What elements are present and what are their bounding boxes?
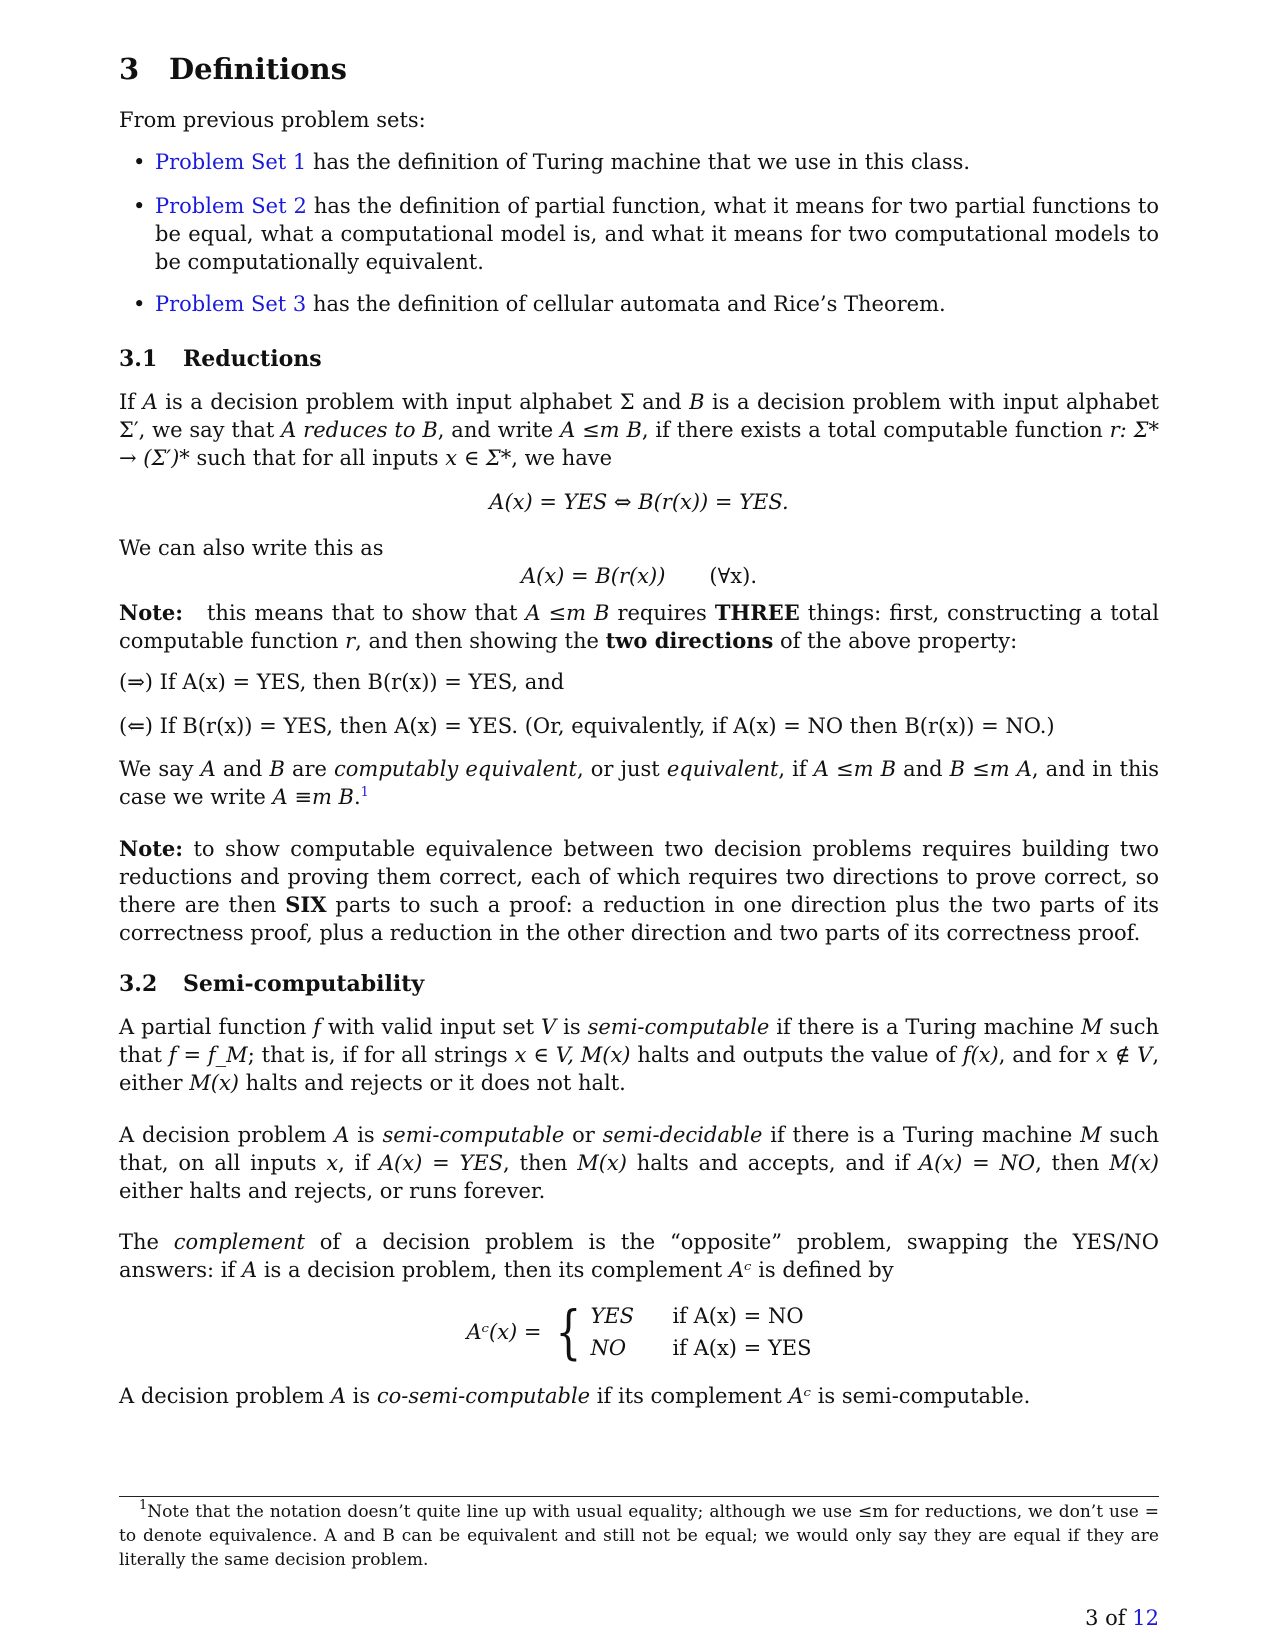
text-span: equivalent [666, 757, 779, 781]
text-span: A ≤m B [813, 757, 897, 781]
text-span: , if [338, 1151, 379, 1175]
text-span: (∀x). [709, 564, 757, 588]
subsection-title: Semi-computability [183, 971, 425, 997]
subsection-heading-semi-computability [119, 971, 424, 997]
co-semi-computable-definition [119, 1382, 1159, 1410]
list-item [133, 148, 1159, 176]
text-span: . [353, 785, 361, 809]
text-span: , and write [437, 418, 561, 442]
text-span: r [345, 629, 356, 653]
text-span: If A(x) = YES, then B(r(x)) = YES, and [159, 670, 565, 694]
text-span: x ∈ Σ* [445, 446, 512, 470]
text-span: if its complement [590, 1384, 789, 1408]
text-span: B ≤m A [949, 757, 1032, 781]
note-three-things [119, 599, 1159, 655]
text-span: (⇐) [119, 714, 153, 738]
text-span: A decision problem [119, 1123, 335, 1147]
text-span: x [326, 1151, 339, 1175]
text-span: and [215, 757, 270, 781]
text-span: if A(x) = NO [672, 1304, 804, 1328]
text-span: is [556, 1015, 588, 1039]
text-span: of a decision problem is the “opposite” problem, swapping the YES/NO answers: if [119, 1230, 1159, 1282]
subsection-number: 3.1 [119, 346, 158, 372]
text-span: SIX [285, 892, 327, 917]
text-span: x ∉ V [1096, 1043, 1153, 1067]
text-span: to show computable equivalence between two decision problems requires building two reductions and proving them correct, each of which requires two directions to prove correct, so there are then [119, 837, 1159, 917]
text-span: halts and rejects or it does not halt. [238, 1071, 626, 1095]
problem-set-1-link[interactable]: Problem Set 1 [155, 150, 307, 174]
text-span: If [119, 390, 143, 414]
text-span: , we have [511, 446, 613, 470]
text-span: halts and accepts, and if [626, 1151, 919, 1175]
section-number: 3 [119, 52, 140, 86]
text-span: We say [119, 757, 201, 781]
problem-set-2-link[interactable]: Problem Set 2 [155, 194, 307, 218]
text-span: The [119, 1230, 174, 1254]
text-span: M(x) [189, 1071, 239, 1095]
text-span: M [1080, 1015, 1103, 1039]
text-span: this means that to show that [206, 601, 526, 625]
text-span: , either [119, 1043, 1159, 1095]
footnote-1-link[interactable]: 1 [360, 785, 369, 800]
cases-lhs: Aᶜ(x) = [466, 1320, 542, 1344]
text-span: of the above property: [773, 629, 1018, 653]
text-span: A(x) = NO [918, 1151, 1036, 1175]
case-row [590, 1332, 811, 1364]
text-span: If B(r(x)) = YES, then A(x) = YES. (Or, equivalently, if A(x) = NO then B(r(x)) = NO.) [159, 714, 1055, 738]
text-span: or [564, 1123, 603, 1147]
text-span: A(x) = YES [378, 1151, 504, 1175]
equation-reduction: A(x) = YES ⇔ B(r(x)) = YES. [489, 490, 789, 514]
text-span: , then [1035, 1151, 1110, 1175]
text-span: Note: [119, 836, 184, 861]
text-span: are [284, 757, 335, 781]
text-span: A ≤m B [525, 601, 610, 625]
text-span: is a decision problem, then its complement [257, 1258, 729, 1282]
text-span: Aᶜ [728, 1258, 752, 1282]
text-span: A [142, 390, 158, 414]
page-number [1085, 1606, 1159, 1630]
case-row [590, 1300, 811, 1332]
text-span: complement [173, 1230, 305, 1254]
text-span: (⇒) [119, 670, 153, 694]
text-span: A [281, 418, 297, 442]
text-span: two directions [605, 628, 774, 653]
text-span: if A(x) = YES [672, 1336, 812, 1360]
text-span: semi-decidable [602, 1123, 763, 1147]
text-span: f [313, 1015, 322, 1039]
text-span: THREE [714, 600, 800, 625]
semi-computable-problem-definition [119, 1121, 1159, 1205]
list-item-text: has the definition of partial function, what it means for two partial functions to be equal, what a computational model is, and what it means for two computational models to be computationally equivalent. [155, 194, 1159, 274]
text-span: B [422, 418, 438, 442]
text-span: computably equivalent [334, 757, 577, 781]
note-six-parts [119, 835, 1159, 947]
complement-cases-equation [119, 1300, 1159, 1364]
text-span: such that [119, 1015, 1160, 1067]
text-span: , if [778, 757, 814, 781]
list-item [133, 290, 1159, 318]
subsection-heading-reductions [119, 346, 322, 372]
text-span: is [346, 1384, 377, 1408]
footnote-text: Note that the notation doesn’t quite line up with usual equality; although we use ≤m for reductions, we don’t use = to denote equivalence. A and B can be equivalent and still not be equal; we would only say they are equal if they are literally the same decision problem. [119, 1502, 1159, 1570]
problem-set-3-link[interactable]: Problem Set 3 [155, 292, 307, 316]
text-span: A decision problem [119, 1384, 331, 1408]
text-span: is defined by [751, 1258, 894, 1282]
direction-backward [119, 712, 1159, 740]
text-span: YES [590, 1304, 635, 1328]
list-item-text: has the definition of cellular automata and Rice’s Theorem. [306, 292, 946, 316]
text-span: A ≡m B [272, 785, 354, 809]
semi-computable-function-definition [119, 1013, 1159, 1097]
text-span: B [689, 390, 705, 414]
text-span: either halts and rejects, or runs forever. [119, 1179, 546, 1203]
text-span: halts and outputs the value of [630, 1043, 963, 1067]
text-span: Aᶜ [788, 1384, 812, 1408]
text-span: M [1080, 1123, 1102, 1147]
section-heading [119, 52, 347, 86]
text-span: A ≤m B [560, 418, 642, 442]
text-span: is [349, 1123, 383, 1147]
text-span: Note: [119, 600, 184, 625]
text-span: co-semi-computable [376, 1384, 591, 1408]
footnote-divider [119, 1496, 1159, 1497]
text-span: f(x) [962, 1043, 999, 1067]
total-pages-link[interactable]: 12 [1132, 1606, 1159, 1630]
text-span: with valid input set [321, 1015, 542, 1039]
text-span: M(x) [1109, 1151, 1159, 1175]
current-page: 3 [1085, 1606, 1099, 1630]
text-span: r: Σ* → (Σ′)* [119, 418, 1159, 470]
brace-icon: { [555, 1298, 581, 1366]
text-span: , and in this case we write [119, 757, 1160, 809]
text-span: if there is a Turing machine [769, 1015, 1081, 1039]
text-span: reduces to [303, 418, 416, 442]
direction-forward [119, 668, 1159, 696]
text-span: things: first, constructing a total computable function [119, 601, 1159, 653]
subsection-number: 3.2 [119, 971, 158, 997]
text-span: f = f_M [168, 1043, 248, 1067]
text-span: NO [590, 1336, 627, 1360]
text-span: , and then showing the [355, 629, 606, 653]
text-span: B [269, 757, 285, 781]
text-span: if there is a Turing machine [762, 1123, 1081, 1147]
text-span: A(x) = B(r(x)) [520, 564, 666, 588]
text-span: V [541, 1015, 557, 1039]
bullet-icon: • [133, 194, 146, 218]
text-span: semi-computable [587, 1015, 770, 1039]
text-span: is a decision problem with input alphabet Σ and [157, 390, 690, 414]
text-span: , then [503, 1151, 578, 1175]
text-span: requires [609, 601, 715, 625]
text-span: A [334, 1123, 350, 1147]
intro-text: From previous problem sets: [119, 108, 426, 132]
list-item-text: has the definition of Turing machine that we use in this class. [306, 150, 971, 174]
text-span: A [241, 1258, 258, 1282]
equivalence-definition [119, 755, 1159, 811]
text-span: M(x) [577, 1151, 627, 1175]
bullet-icon: • [133, 150, 146, 174]
text-span: A [330, 1384, 346, 1408]
equation-forall [119, 562, 1159, 590]
text-span: x ∈ V, M(x) [514, 1043, 631, 1067]
text-span: parts to such a proof: a reduction in one direction plus the two parts of its correctness proof, plus a reduction in the other direction and two parts of its correctness proof. [119, 893, 1159, 945]
footnote-mark: 1 [139, 1498, 148, 1513]
text-span: , if there exists a total computable function [641, 418, 1110, 442]
text-span: semi-computable [382, 1123, 565, 1147]
reductions-definition [119, 388, 1159, 472]
subsection-title: Reductions [183, 346, 322, 372]
text-span: , or just [576, 757, 667, 781]
text-span: and [896, 757, 950, 781]
text-span: such that for all inputs [189, 446, 446, 470]
also-text: We can also write this as [119, 536, 384, 560]
footnote [119, 1500, 1159, 1572]
complement-definition [119, 1228, 1159, 1284]
text-span: , and for [998, 1043, 1096, 1067]
text-span: ; that is, if for all strings [247, 1043, 515, 1067]
bullet-icon: • [133, 292, 146, 316]
text-span: A partial function [119, 1015, 314, 1039]
page-of-label: of [1098, 1606, 1133, 1630]
text-span: such that, on all inputs [119, 1123, 1160, 1175]
text-span: is semi-computable. [811, 1384, 1031, 1408]
list-item [133, 192, 1159, 276]
section-title: Definitions [169, 52, 347, 86]
text-span: is a decision problem with input alphabet Σ′, we say that [119, 390, 1159, 442]
text-span: A [200, 757, 216, 781]
